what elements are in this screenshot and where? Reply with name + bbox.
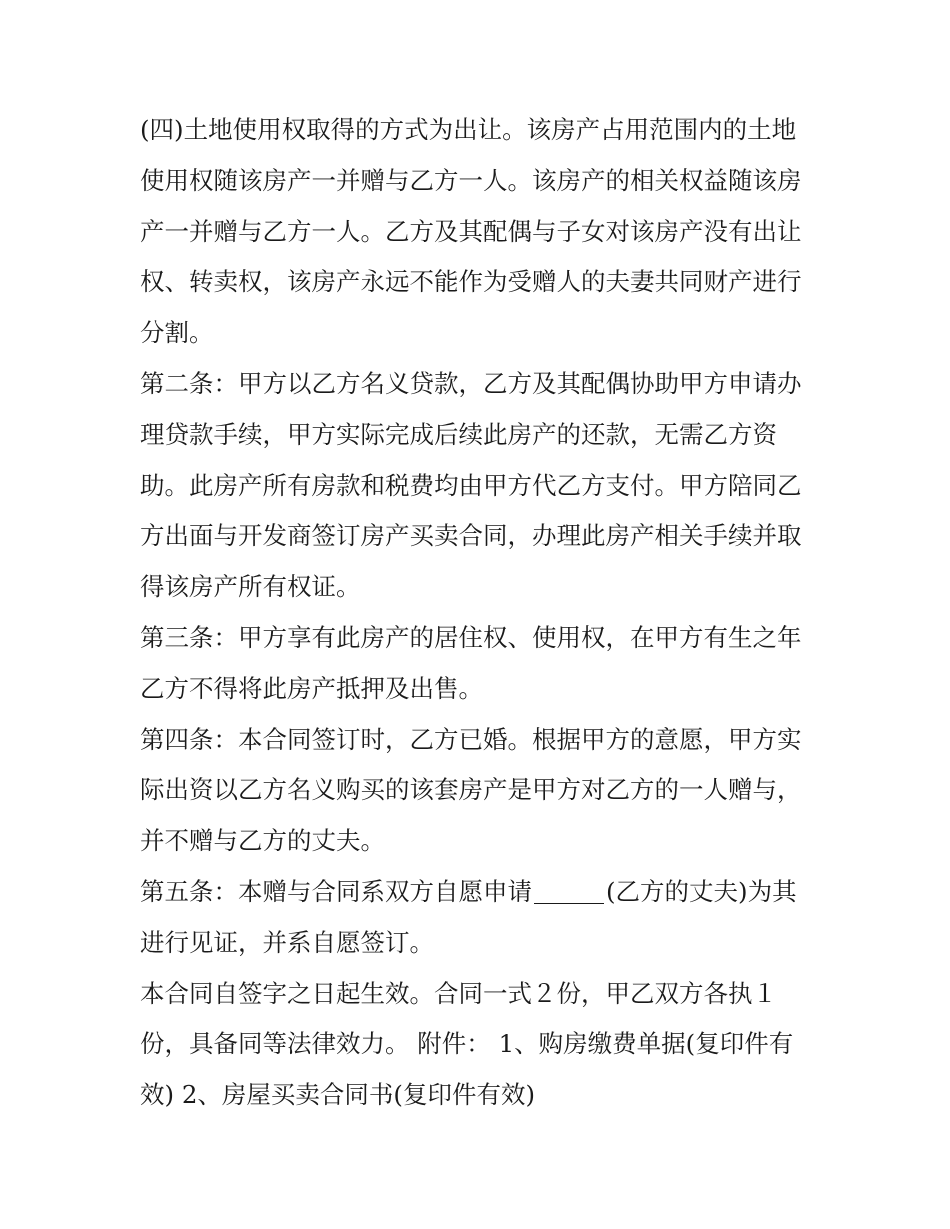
article-5-line bbox=[140, 867, 820, 918]
text-line: 理贷款手续，甲方实际完成后续此房产的还款，无需乙方资 bbox=[140, 419, 777, 449]
text-line: 第三条：甲方享有此房产的居住权、使用权，在甲方有生之年 bbox=[140, 622, 802, 652]
text-line: 产一并赠与乙方一人。乙方及其配偶与子女对该房产没有出让 bbox=[140, 216, 802, 246]
text-line: 际出资以乙方名义购买的该套房产是甲方对乙方的一人赠与， bbox=[140, 775, 802, 805]
text-line: 得该房产所有权证。 bbox=[140, 572, 361, 602]
text-line: 方出面与开发商签订房产买卖合同，办理此房产相关手续并取 bbox=[140, 521, 802, 551]
blank-fill-line bbox=[534, 879, 604, 904]
text-line: 本合同自签字之日起生效。合同一式２份，甲乙双方各执１ bbox=[140, 978, 777, 1008]
text-line: 使用权随该房产一并赠与乙方一人。该房产的相关权益随该房 bbox=[140, 165, 802, 195]
text-line: 并不赠与乙方的丈夫。 bbox=[140, 826, 385, 856]
text-line: (四)土地使用权取得的方式为出让。该房产占用范围内的土地 bbox=[140, 115, 797, 144]
text-line: 第二条：甲方以乙方名义贷款，乙方及其配偶协助甲方申请办 bbox=[140, 368, 802, 398]
text-line: 权、转卖权，该房产永远不能作为受赠人的夫妻共同财产进行 bbox=[140, 267, 802, 297]
text-line: 助。此房产所有房款和税费均由甲方代乙方支付。甲方陪同乙 bbox=[140, 470, 802, 500]
article-5-text-after: (乙方的丈夫)为其 bbox=[606, 876, 797, 906]
text-line: 分割。 bbox=[140, 318, 214, 348]
article-5-text: 第五条：本赠与合同系双方自愿申请 bbox=[140, 876, 532, 906]
text-line: 份，具备同等法律效力。 附件： 1、购房缴费单据(复印件有 bbox=[140, 1029, 794, 1059]
text-line: 第四条：本合同签订时，乙方已婚。根据甲方的意愿，甲方实 bbox=[140, 724, 802, 754]
text-line: 效) 2、房屋买卖合同书(复印件有效) bbox=[140, 1080, 536, 1110]
text-line: 进行见证，并系自愿签订。 bbox=[140, 927, 434, 957]
contract-body bbox=[140, 105, 820, 1121]
text-line: 乙方不得将此房产抵押及出售。 bbox=[140, 673, 483, 703]
